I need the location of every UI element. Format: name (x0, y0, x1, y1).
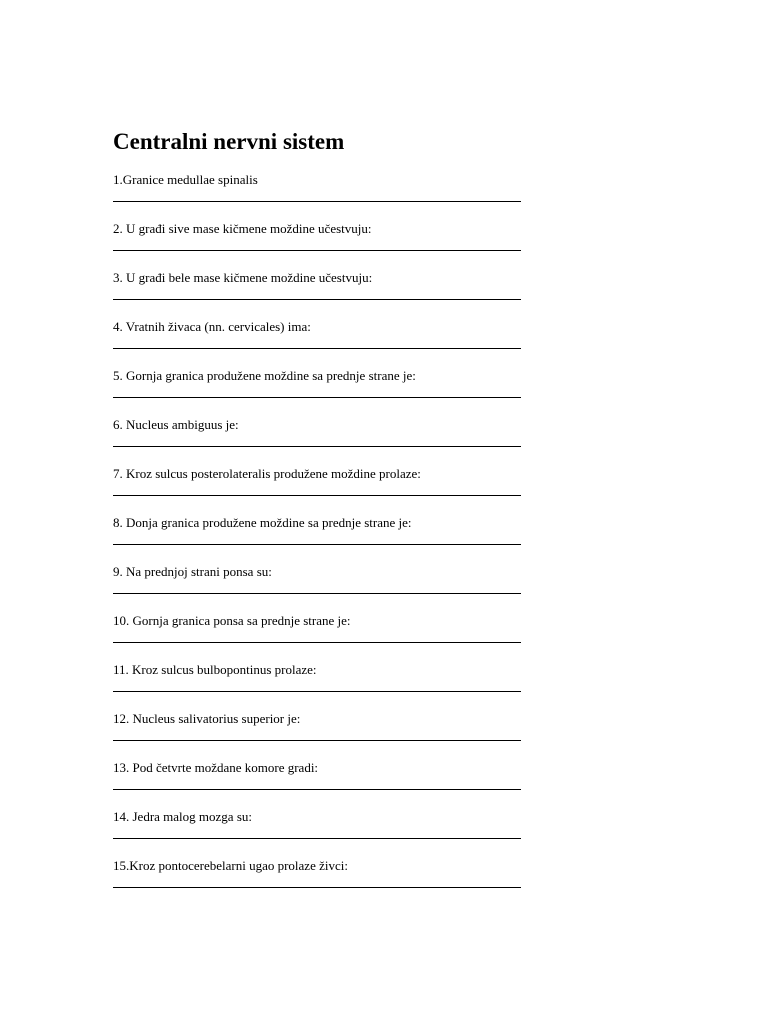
question-item (113, 168, 521, 217)
answer-line[interactable] (113, 544, 521, 545)
question-item (113, 462, 521, 511)
question-item (113, 756, 521, 805)
question-item (113, 658, 521, 707)
question-text: 14. Jedra malog mozga su: (113, 809, 252, 824)
answer-line[interactable] (113, 593, 521, 594)
question-item (113, 560, 521, 609)
question-text: 11. Kroz sulcus bulbopontinus prolaze: (113, 662, 317, 677)
answer-line[interactable] (113, 201, 521, 202)
answer-line[interactable] (113, 642, 521, 643)
question-text: 4. Vratnih živaca (nn. cervicales) ima: (113, 319, 311, 334)
question-item (113, 854, 521, 903)
question-text: 8. Donja granica produžene moždine sa prednje strane je: (113, 515, 412, 530)
question-item (113, 315, 521, 364)
question-item (113, 413, 521, 462)
answer-line[interactable] (113, 299, 521, 300)
answer-line[interactable] (113, 250, 521, 251)
question-text: 1.Granice medullae spinalis (113, 172, 258, 187)
question-text: 15.Kroz pontocerebelarni ugao prolaze živci: (113, 858, 348, 873)
question-text: 7. Kroz sulcus posterolateralis produžene moždine prolaze: (113, 466, 421, 481)
question-text: 6. Nucleus ambiguus je: (113, 417, 239, 432)
question-item (113, 609, 521, 658)
question-text: 10. Gornja granica ponsa sa prednje strane je: (113, 613, 351, 628)
answer-line[interactable] (113, 446, 521, 447)
answer-line[interactable] (113, 740, 521, 741)
question-item (113, 217, 521, 266)
answer-line[interactable] (113, 789, 521, 790)
answer-line[interactable] (113, 397, 521, 398)
question-item (113, 266, 521, 315)
question-item (113, 364, 521, 413)
question-item (113, 805, 521, 854)
question-text: 2. U građi sive mase kičmene moždine učestvuju: (113, 221, 372, 236)
question-item (113, 707, 521, 756)
question-item (113, 511, 521, 560)
question-list (113, 168, 521, 903)
question-text: 9. Na prednjoj strani ponsa su: (113, 564, 272, 579)
page-title: Centralni nervni sistem (113, 129, 345, 154)
answer-line[interactable] (113, 691, 521, 692)
answer-line[interactable] (113, 348, 521, 349)
answer-line[interactable] (113, 887, 521, 888)
answer-line[interactable] (113, 495, 521, 496)
answer-line[interactable] (113, 838, 521, 839)
question-text: 13. Pod četvrte moždane komore gradi: (113, 760, 319, 775)
question-text: 5. Gornja granica produžene moždine sa prednje strane je: (113, 368, 416, 383)
question-text: 3. U građi bele mase kičmene moždine učestvuju: (113, 270, 373, 285)
question-text: 12. Nucleus salivatorius superior je: (113, 711, 301, 726)
